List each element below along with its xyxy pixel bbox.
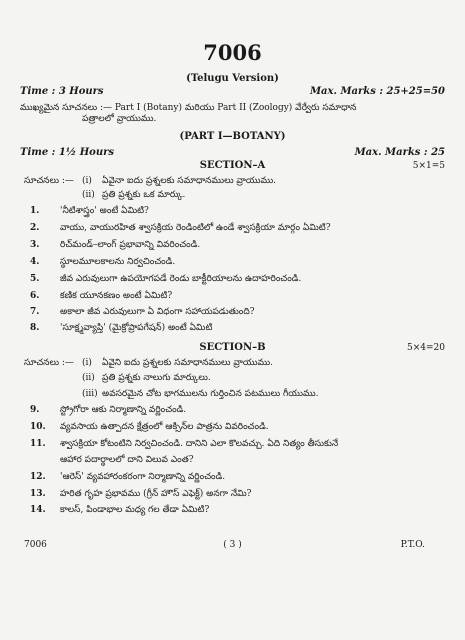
question-text: స్ట్రోగోరా ఆకు నిర్మాణాన్ని వర్ణించండి. (60, 405, 187, 415)
question-text: వ్యవసాయ ఉత్పాదన క్షేత్రంలో ఆక్సిన్‌ల పాత్రను వివరించండి. (60, 422, 269, 432)
instruction-text: ఏవైనా ఐదు ప్రశ్నలకు సమాధానములు వ్రాయుము. (102, 176, 277, 186)
question-text: అకాలా జీవ ఎరువులుగా ఏ విధంగా సహాయపడుతుంది? (60, 307, 255, 317)
footer-page-number: ( 3 ) (223, 540, 242, 550)
question-number: 10. (30, 422, 46, 432)
general-note: ముఖ్యమైన సూచనలు :— Part I (Botany) మరియు Part II (Zoology) వేర్వేరు సమాధాన (20, 103, 357, 113)
question-text: వాయు, వాయురహిత శ్వాసక్రియ రెండింటిలో ఉండే శ్వాసక్రియా మార్గం ఏమిటి? (60, 223, 331, 233)
section-a-instructions-label: సూచనలు :— (24, 176, 74, 186)
question-text: జీవ ఎరువులుగా ఉపయోగపడే రెండు బాక్టీరియాలను ఉదాహరించండి. (60, 274, 302, 284)
instruction-number: (i) (82, 358, 92, 368)
question-number: 7. (30, 307, 40, 317)
total-max-marks: Max. Marks : 25+25=50 (309, 86, 445, 97)
instruction-text: ప్రతి ప్రశ్నకు నాలుగు మార్కులు. (102, 373, 211, 383)
question-number: 11. (30, 439, 46, 449)
instruction-number: (i) (82, 176, 92, 186)
footer-code: 7006 (24, 540, 47, 550)
question-number: 14. (30, 505, 46, 515)
question-number: 5. (30, 274, 40, 284)
question-text: హరిత గృహ ప్రభావము (గ్రీన్ హౌస్ ఎఫెక్ట్) అనగా నేమి? (60, 489, 252, 499)
paper-version: (Telugu Version) (186, 73, 279, 84)
total-time: Time : 3 Hours (20, 86, 104, 97)
general-note-continued: పత్రాలలో వ్రాయుము. (82, 114, 157, 124)
question-text: 'సూక్ష్మవ్యాప్తి' (మైక్రోప్రాపగేషన్) అంటే ఏమిటి (60, 323, 213, 333)
question-number: 4. (30, 257, 40, 267)
question-number: 12. (30, 472, 46, 482)
question-number: 6. (30, 291, 40, 301)
section-b-instructions-label: సూచనలు :— (24, 358, 74, 368)
instruction-number: (iii) (82, 389, 98, 399)
question-text-continued: ఆహార పదార్థాలలో దాని విలువ ఎంత? (60, 455, 194, 465)
question-text: రిచ్‌మండ్–లాంగ్ ప్రభావాన్ని వివరించండి. (60, 240, 201, 250)
question-number: 1. (30, 206, 40, 216)
paper-code: 7006 (203, 40, 262, 65)
instruction-text: ఏవైని ఐదు ప్రశ్నలకు సమాధానములు వ్రాయుము. (102, 358, 274, 368)
footer-pto: P.T.O. (400, 540, 425, 550)
instruction-number: (ii) (82, 190, 95, 200)
question-number: 9. (30, 405, 40, 415)
part-title: (PART I—BOTANY) (179, 131, 286, 142)
section-b-title: SECTION–B (199, 342, 266, 353)
instruction-text: అవసరమైన చోట భాగములను గుర్తించిన పటములు గీయుము. (102, 389, 319, 399)
part-time: Time : 1½ Hours (20, 147, 114, 158)
question-text: స్థూలమూలకాలను నిర్వచించండి. (60, 257, 176, 267)
instruction-number: (ii) (82, 373, 95, 383)
part-max-marks: Max. Marks : 25 (354, 147, 445, 158)
question-text: 'నీటిశాస్త్రం' అంటే ఏమిటి? (60, 206, 149, 216)
question-number: 3. (30, 240, 40, 250)
question-text: కణిక యూనకణం అంటే ఏమిటి? (60, 291, 173, 301)
section-a-marks: 5×1=5 (412, 161, 445, 171)
question-text: 'ఆరెస్' వ్యవహారంకరంగా నిర్మాణాన్ని వర్ణించండి. (60, 472, 226, 482)
instruction-text: ప్రతి ప్రశ్నకు ఒక మార్కు. (102, 190, 186, 200)
question-number: 2. (30, 223, 40, 233)
section-a-title: SECTION–A (199, 160, 266, 171)
question-text: శ్వాసక్రియా కోటంటిని నిర్వచించండి. దానిని ఎలా కొలవచ్చు. ఏది నిత్యం తీసుకునే (60, 439, 339, 449)
question-number: 8. (30, 323, 40, 333)
question-number: 13. (30, 489, 46, 499)
section-b-marks: 5×4=20 (407, 343, 445, 353)
question-text: కాలస్, పిండాభాల మధ్య గల తేడా ఏమిటి? (60, 505, 210, 515)
